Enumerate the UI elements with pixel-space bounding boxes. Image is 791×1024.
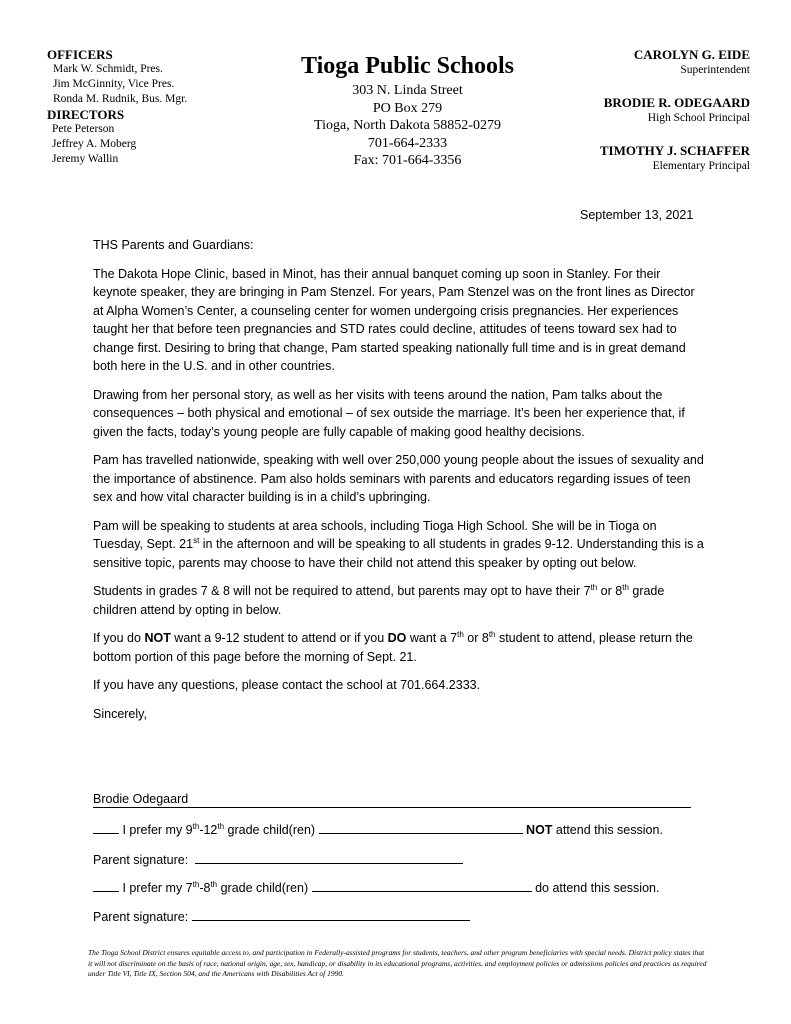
nondiscrimination-footer: The Tioga School District ensures equitable access to, and participation in Federally-assisted programs for students, teachers, and other program beneficiaries with special needs. District policy states that it will not discriminate on the basis of race, national origin, age, sex, handicap, or disability in its educational programs, activities, and employment policies or admissions policies and practices as required under Title VI, Title IX, Section 504, and the Americans with Disabilities Act of 1990.	[88, 948, 707, 978]
parent-signature-field[interactable]	[192, 907, 470, 921]
child-name-field[interactable]	[319, 820, 523, 834]
address-line: 303 N. Linda Street	[352, 83, 463, 98]
text: want a 7	[406, 631, 458, 645]
paragraph: The Dakota Hope Clinic, based in Minot, has their annual banquet coming up soon in Stanley. For their keynote speaker, they are bringing in Pam Stenzel. For years, Pam Stenzel was on the front lines as Director at Alpha Women’s Center, a counseling center for women undergoing crisis pregnancies. Her experiences taught her that before teen pregnancies and STD rates could decline, attitudes of teens toward sex had to change first. Desiring to bring that change, Pam started speaking nationally full time and is in great demand both here in the U.S. and in other countries.	[93, 266, 695, 373]
text: or 8	[463, 631, 489, 645]
signature-line	[93, 792, 691, 808]
salutation: THS Parents and Guardians:	[93, 238, 254, 252]
phone-line: 701-664-2333	[367, 135, 448, 151]
child-name-field[interactable]	[312, 878, 532, 892]
director-name: Jeremy Wallin	[52, 153, 119, 165]
superscript: th	[590, 582, 598, 592]
paragraph	[93, 517, 705, 573]
officer-name: Jim McGinnity, Vice Pres.	[53, 78, 175, 90]
superintendent-title: Superintendent	[680, 64, 750, 76]
text: If you do	[93, 631, 145, 645]
emphasis-do: DO	[387, 631, 407, 645]
staff-block	[490, 47, 750, 174]
text: Pam will be speaking to students at area schools, including Tioga High School. She will be in Tioga on Tuesday, Sept. 21	[93, 518, 657, 551]
paragraph	[93, 629, 705, 666]
parent-signature-row	[93, 850, 463, 867]
elem-principal-name: TIMOTHY J. SCHAFFER	[599, 143, 750, 158]
officers-heading: OFFICERS	[47, 47, 113, 62]
superscript: th	[457, 629, 464, 639]
text: Students in grades 7 & 8 will not be required to attend, but parents may opt to have their 7	[93, 584, 591, 598]
text: want a 9-12 student to attend or if you	[170, 631, 388, 645]
emphasis-not: NOT	[144, 631, 171, 645]
opt-in-row	[93, 878, 659, 895]
emphasis-not: NOT	[526, 823, 553, 837]
letter-date: September 13, 2021	[580, 208, 694, 222]
directors-heading: DIRECTORS	[47, 107, 125, 122]
superscript: th	[192, 821, 200, 831]
paragraph: Pam has travelled nationwide, speaking with well over 250,000 young people about the issues of sexuality and the importance of abstinence. Pam also holds seminars with parents and educators regarding issues of teen sex and how vital character building is in a child’s upbringing.	[93, 453, 704, 504]
director-name: Pete Peterson	[52, 123, 115, 135]
letter-body	[93, 236, 705, 733]
text: or 8	[597, 584, 623, 598]
superscript: th	[217, 821, 225, 831]
superscript: th	[488, 629, 496, 639]
text: grade child(ren)	[217, 881, 312, 895]
superscript: st	[193, 535, 200, 545]
text: grade children attend by opting in below.	[93, 584, 665, 617]
elem-principal-title: Elementary Principal	[652, 160, 750, 172]
superscript: th	[210, 879, 218, 889]
officer-name: Ronda M. Rudnik, Bus. Mgr.	[53, 93, 188, 105]
closing: Sincerely,	[93, 706, 147, 721]
paragraph	[93, 582, 705, 619]
school-name: Tioga Public Schools	[301, 53, 514, 79]
director-name: Jeffrey A. Moberg	[52, 138, 137, 150]
hs-principal-name: BRODIE R. ODEGAARD	[603, 95, 750, 110]
address-line: PO Box 279	[372, 100, 443, 116]
opt-out-checkline[interactable]	[93, 820, 119, 834]
text: student to attend, please return the bottom portion of this page before the morning of Sept. 21.	[93, 631, 693, 664]
hs-principal-title: High School Principal	[647, 112, 750, 124]
opt-in-checkline[interactable]	[93, 878, 119, 892]
parent-signature-label: Parent signature:	[93, 853, 189, 867]
superintendent-name: CAROLYN G. EIDE	[633, 47, 750, 62]
paragraph: If you have any questions, please contact the school at 701.664.2333.	[93, 678, 481, 692]
text: grade child(ren)	[224, 823, 319, 837]
text: -12	[199, 823, 218, 837]
parent-signature-field[interactable]	[195, 850, 463, 864]
paragraph: Drawing from her personal story, as well as her visits with teens around the nation, Pam talks about the consequences – both physical and emotional – of sex outside the marriage. It’s been her experience that, if given the facts, today’s young people are fully capable of making good healthy decisions.	[93, 387, 685, 439]
text: I prefer my 7	[119, 881, 193, 895]
text: in the afternoon and will be speaking to all students in grades 9-12. Understanding this is a sensitive topic, parents may choose to have their child not attend this speaker by opting out below.	[93, 537, 704, 570]
parent-signature-label: Parent signature:	[93, 910, 189, 924]
address-line: Tioga, North Dakota 58852-0279	[314, 118, 501, 133]
text: attend this session.	[552, 823, 663, 837]
text: -8	[199, 881, 211, 895]
superscript: th	[192, 879, 200, 889]
opt-out-row	[93, 820, 663, 837]
text: do attend this session.	[531, 881, 660, 895]
text: I prefer my 9	[119, 823, 193, 837]
officers-directors-block	[47, 47, 247, 167]
officer-name: Mark W. Schmidt, Pres.	[53, 63, 163, 75]
superscript: th	[622, 582, 629, 592]
fax-line: Fax: 701-664-3356	[353, 153, 462, 168]
signer-name: Brodie Odegaard	[93, 792, 691, 808]
parent-signature-row	[93, 907, 470, 924]
